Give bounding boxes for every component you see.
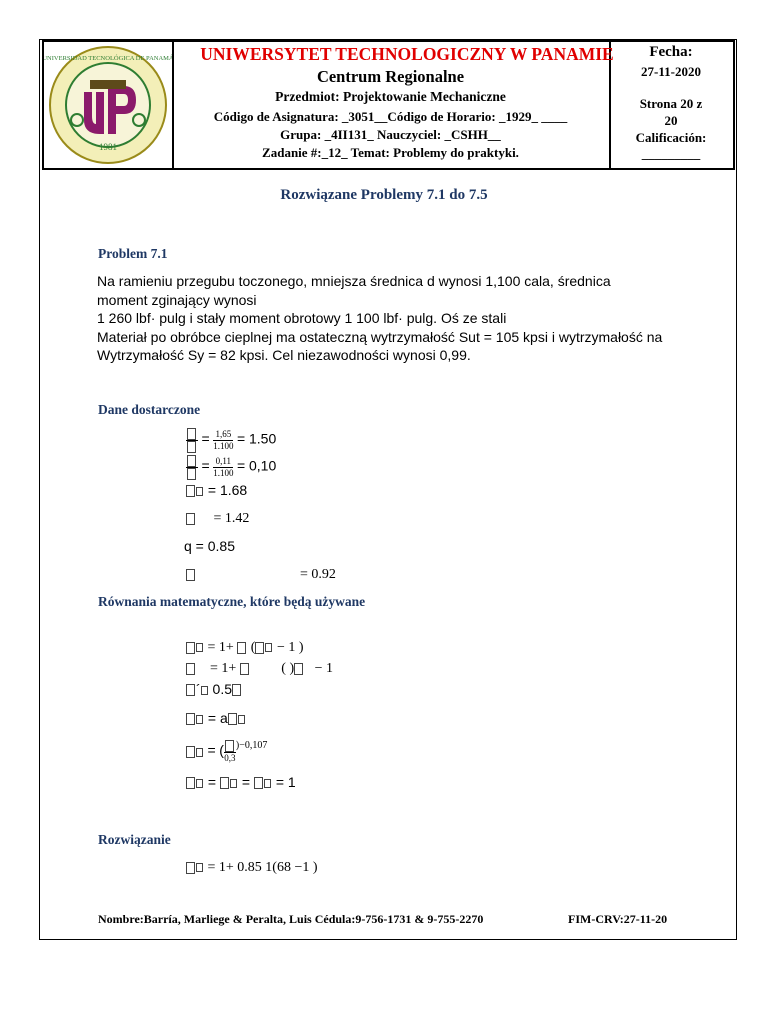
equation-2: = 1+ ( ) − 1 bbox=[186, 661, 333, 677]
problem-line: Na ramieniu przegubu toczonego, mniejsza średnica d wynosi 1,100 cala, średnica bbox=[97, 273, 611, 289]
course-codes-line: Código de Asignatura: _3051__Código de Horario: _1929_ ____ bbox=[213, 109, 568, 124]
given-eq-3: = 1.68 bbox=[186, 482, 247, 498]
logo-year: 1981 bbox=[99, 142, 117, 152]
header-right-cell bbox=[609, 42, 733, 168]
given-eq-2: = $\frac{0,11}{1.100}$ = 0,10 bbox=[186, 455, 276, 480]
university-logo-cell bbox=[44, 42, 174, 168]
problem-line: Wytrzymałość Sy = 82 kpsi. Cel niezawodności wynosi 0,99. bbox=[97, 347, 471, 363]
page-number-line-2: 20 bbox=[664, 113, 678, 128]
document-header bbox=[42, 40, 735, 170]
equation-6: = = = 1 bbox=[186, 774, 296, 790]
page-border bbox=[39, 39, 737, 940]
problem-line: moment zginający wynosi bbox=[97, 291, 257, 308]
group-line: Grupa: _4II131_ Nauczyciel: _CSHH__ bbox=[280, 127, 501, 142]
university-logo bbox=[44, 42, 172, 168]
given-eq-1: = $\frac{1,65}{1.100}$ = 1.50 bbox=[186, 428, 276, 453]
fraction: $\frac{0,11}{1.100}$ bbox=[213, 456, 234, 478]
grade-blank: _________ bbox=[641, 146, 701, 161]
given-eq-4: = 1.42 bbox=[186, 511, 249, 527]
problem-heading: Problem 7.1 bbox=[98, 246, 168, 261]
given-data-heading: Dane dostarczone bbox=[98, 402, 201, 417]
equation-1: = 1+ ( − 1 ) bbox=[186, 640, 304, 656]
solution-eq-1: = 1+ 0.85 1(68 −1 ) bbox=[186, 860, 318, 876]
document-title: Rozwiązane Problemy 7.1 do 7.5 bbox=[280, 187, 488, 203]
problem-line: 1 260 lbf· pulg i stały moment obrotowy 1 100 lbf· pulg. Oś ze stali bbox=[97, 310, 507, 326]
regional-center: Centrum Regionalne bbox=[316, 67, 465, 86]
equation-4: = a bbox=[186, 710, 246, 726]
equation-5: = ( 0,3 $^{)-0,107}$ bbox=[186, 740, 267, 764]
university-name: UNIWERSYTET TECHNOLOGICZNY W PANAMIE bbox=[200, 44, 614, 64]
solution-heading: Rozwiązanie bbox=[98, 832, 171, 847]
header-center-cell bbox=[172, 42, 614, 168]
subject-line: Przedmiot: Projektowanie Mechaniczne bbox=[275, 89, 506, 104]
page-number-line-1: Strona 20 z bbox=[639, 96, 703, 111]
given-eq-6: = 0.92 bbox=[186, 567, 336, 583]
logo-ring-text: UNIVERSIDAD TECNOLÓGICA DE PANAMÁ bbox=[44, 55, 172, 62]
problem-statement bbox=[97, 272, 662, 365]
footer-code: FIM-CRV:27-11-20 bbox=[568, 912, 668, 926]
given-eq-5: q = 0.85 bbox=[184, 538, 235, 554]
fraction: 0,3 bbox=[224, 740, 236, 764]
date-label: Fecha: bbox=[649, 44, 693, 60]
problem-line: Materiał po obróbce cieplnej ma ostateczną wytrzymałość Sut = 105 kpsi i wytrzymałość na bbox=[97, 328, 663, 345]
equations-heading: Równania matematyczne, które będą używane bbox=[98, 594, 366, 609]
grade-label: Calificación: bbox=[635, 130, 707, 145]
equation-3: ´ 0.5 bbox=[186, 681, 242, 697]
fraction: $\frac{1,65}{1.100}$ bbox=[213, 429, 234, 451]
date-value: 27-11-2020 bbox=[641, 64, 701, 79]
task-line: Zadanie #:_12_ Temat: Problemy do praktyki. bbox=[262, 145, 519, 160]
footer-names: Nombre:Barría, Marliege & Peralta, Luis Cédula:9-756-1731 & 9-755-2270 bbox=[98, 912, 484, 926]
